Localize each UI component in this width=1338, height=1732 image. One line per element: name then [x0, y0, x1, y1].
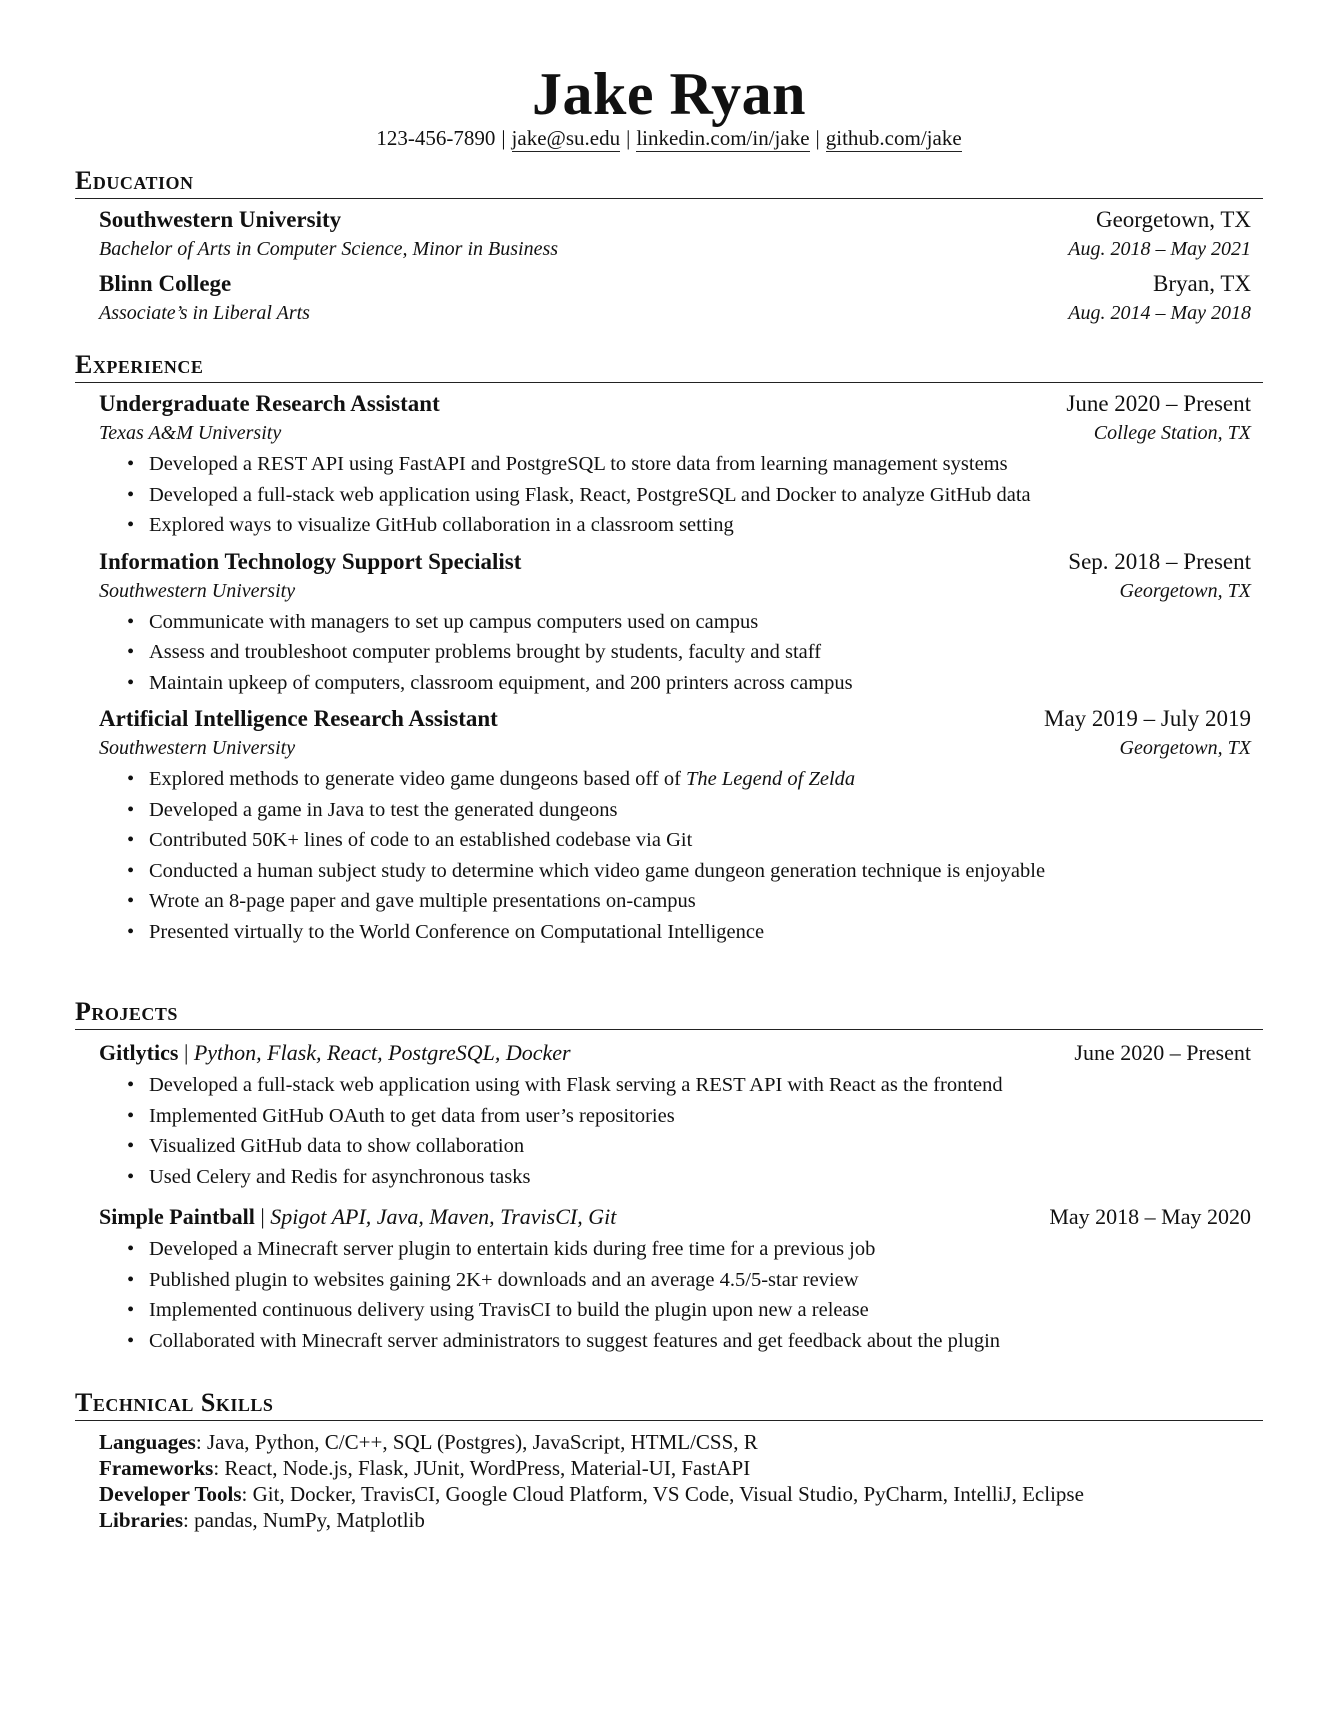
project-separator: | [183, 1040, 189, 1065]
bullet-item [125, 607, 1251, 638]
bullet-icon: • [127, 1329, 135, 1352]
bullet-item [125, 825, 1251, 856]
job-title: Artificial Intelligence Research Assistant [99, 706, 498, 731]
bullet-list [99, 764, 1251, 947]
job-title: Information Technology Support Specialist [99, 548, 522, 574]
bullet-text: Developed a game in Java to test the generated dungeons [149, 798, 618, 821]
bullet-text: Contributed 50K+ lines of code to an established codebase via Git [149, 829, 693, 851]
job-dates: June 2020 – Present [1066, 391, 1251, 416]
bullet-item [125, 795, 1251, 826]
bullet-text: Wrote an 8-page paper and gave multiple presentations on-campus [149, 890, 696, 912]
job-location: Georgetown, TX [1119, 737, 1251, 759]
email-link[interactable]: jake@su.edu [511, 126, 621, 150]
school-name: Blinn College [99, 271, 232, 296]
bullet-text: Implemented GitHub OAuth to get data from user’s repositories [149, 1104, 675, 1127]
bullet-icon: • [127, 483, 135, 506]
skills-label: Developer Tools [99, 1482, 242, 1506]
resume-name: Jake Ryan [531, 61, 807, 127]
bullet-icon: • [127, 798, 135, 821]
skills-value: Git, Docker, TravisCI, Google Cloud Platform, VS Code, Visual Studio, PyCharm, IntelliJ, Eclipse [252, 1482, 1084, 1506]
projects-section [75, 997, 1263, 1356]
bullet-item [125, 1131, 1251, 1162]
contact-separator: | [501, 126, 506, 150]
education-dates: Aug. 2018 – May 2021 [1068, 238, 1251, 260]
degree: Associate’s in Liberal Arts [99, 302, 310, 324]
bullet-text: Developed a Minecraft server plugin to entertain kids during free time for a previous job [149, 1238, 876, 1260]
skills-list [99, 1429, 1263, 1533]
experience-entry [99, 389, 1251, 541]
project-name: Simple Paintball [99, 1204, 255, 1229]
bullet-list [99, 607, 1251, 699]
bullet-text: Used Celery and Redis for asynchronous tasks [149, 1165, 531, 1188]
job-dates: Sep. 2018 – Present [1068, 548, 1251, 574]
bullet-text: Implemented continuous delivery using TravisCI to build the plugin upon new a release [149, 1299, 869, 1321]
skills-section [75, 1388, 1263, 1533]
section-title-projects: Projects [75, 997, 1263, 1030]
section-title-education: Education [75, 166, 1263, 199]
job-title: Undergraduate Research Assistant [99, 391, 440, 416]
linkedin-link[interactable]: linkedin.com/in/jake [636, 126, 810, 150]
bullet-text: Developed a full-stack web application using with Flask serving a REST API with React as the frontend [149, 1074, 1003, 1096]
education-section [75, 166, 1263, 327]
bullet-icon: • [127, 1299, 135, 1321]
employer: Southwestern University [99, 579, 296, 602]
education-dates: Aug. 2014 – May 2018 [1068, 302, 1251, 324]
bullet-item [125, 1070, 1251, 1101]
skills-row: Libraries: pandas, NumPy, Matplotlib [99, 1508, 425, 1532]
school-location: Georgetown, TX [1095, 207, 1251, 232]
bullet-item [125, 1326, 1251, 1357]
bullet-icon: • [127, 453, 135, 475]
bullet-item [125, 1234, 1251, 1265]
bullet-list [99, 1070, 1251, 1192]
bullet-text: Developed a full-stack web application using Flask, React, PostgreSQL and Docker to analyze GitHub data [149, 483, 1031, 506]
section-title-experience: Experience [75, 350, 1263, 383]
bullet-text: Visualized GitHub data to show collaboration [149, 1135, 525, 1157]
skills-value: pandas, NumPy, Matplotlib [194, 1508, 425, 1532]
bullet-icon: • [127, 859, 135, 882]
experience-entry [99, 704, 1251, 947]
bullet-italic-title: The Legend of Zelda [686, 768, 856, 790]
experience-entry [99, 547, 1251, 699]
bullet-icon: • [127, 514, 135, 536]
bullet-item [125, 917, 1251, 948]
bullet-item [125, 637, 1251, 668]
bullet-icon: • [127, 890, 135, 912]
skills-label: Frameworks [99, 1456, 214, 1480]
skills-value: Java, Python, C/C++, SQL (Postgres), JavaScript, HTML/CSS, R [206, 1430, 758, 1454]
bullet-icon: • [127, 920, 135, 943]
skills-label: Libraries [99, 1508, 183, 1532]
bullet-text: Maintain upkeep of computers, classroom equipment, and 200 printers across campus [149, 671, 853, 694]
bullet-text: Explored ways to visualize GitHub collaboration in a classroom setting [149, 514, 734, 536]
skills-row: Frameworks: React, Node.js, Flask, JUnit, WordPress, Material-UI, FastAPI [99, 1456, 751, 1480]
bullet-item [125, 449, 1251, 480]
bullet-icon: • [127, 671, 135, 694]
project-dates: May 2018 – May 2020 [1049, 1204, 1251, 1229]
experience-section [75, 350, 1263, 947]
skills-row: Languages: Java, Python, C/C++, SQL (Postgres), JavaScript, HTML/CSS, R [99, 1430, 758, 1454]
bullet-text: Explored methods to generate video game dungeons based off of [149, 768, 687, 790]
bullet-item [125, 668, 1251, 699]
project-entry [99, 1038, 1251, 1192]
bullet-icon: • [127, 1074, 135, 1096]
bullet-item [125, 856, 1251, 887]
project-tech: Spigot API, Java, Maven, TravisCI, Git [270, 1204, 617, 1229]
bullet-icon: • [127, 1238, 135, 1260]
bullet-icon: • [127, 768, 135, 790]
bullet-item [125, 886, 1251, 917]
job-dates: May 2019 – July 2019 [1044, 706, 1251, 731]
bullet-item [125, 1162, 1251, 1193]
project-tech: Python, Flask, React, PostgreSQL, Docker [193, 1040, 571, 1065]
bullet-icon: • [127, 1268, 135, 1291]
bullet-icon: • [127, 610, 135, 633]
phone-number: 123-456-7890 [376, 126, 496, 150]
bullet-icon: • [127, 641, 135, 663]
job-location: College Station, TX [1093, 422, 1251, 444]
skills-label: Languages [99, 1430, 196, 1454]
bullet-text: Assess and troubleshoot computer problems brought by students, faculty and staff [149, 641, 822, 663]
project-entry [99, 1202, 1251, 1356]
bullet-item [125, 510, 1251, 541]
contact-separator: | [626, 126, 631, 150]
skills-value: React, Node.js, Flask, JUnit, WordPress, Material-UI, FastAPI [224, 1456, 751, 1480]
bullet-item [125, 1101, 1251, 1132]
project-name: Gitlytics [99, 1040, 179, 1065]
contact-line [0, 125, 1338, 151]
school-name: Southwestern University [99, 207, 342, 232]
bullet-item [125, 1265, 1251, 1296]
bullet-text: Communicate with managers to set up campus computers used on campus [149, 610, 759, 633]
bullet-text: Conducted a human subject study to determine which video game dungeon generation technique is enjoyable [149, 859, 1046, 882]
project-heading [99, 1202, 616, 1232]
school-location: Bryan, TX [1153, 271, 1251, 296]
bullet-icon: • [127, 1135, 135, 1157]
employer: Texas A&M University [99, 422, 282, 444]
github-link[interactable]: github.com/jake [825, 126, 962, 150]
skills-row: Developer Tools: Git, Docker, TravisCI, Google Cloud Platform, VS Code, Visual Studio, PyCharm, IntelliJ, Eclipse [99, 1482, 1084, 1506]
project-heading [99, 1038, 571, 1068]
education-entry [99, 205, 1251, 263]
bullet-item [125, 764, 1251, 795]
bullet-icon: • [127, 1165, 135, 1188]
bullet-text: Presented virtually to the World Conference on Computational Intelligence [149, 920, 765, 943]
job-location: Georgetown, TX [1119, 579, 1251, 602]
bullet-text: Published plugin to websites gaining 2K+ downloads and an average 4.5/5-star review [149, 1268, 859, 1291]
project-dates: June 2020 – Present [1074, 1040, 1251, 1065]
education-entry [99, 269, 1251, 327]
bullet-text: Collaborated with Minecraft server administrators to suggest features and get feedback about the plugin [149, 1329, 1001, 1352]
bullet-list [99, 1234, 1251, 1356]
employer: Southwestern University [99, 737, 296, 759]
bullet-item [125, 480, 1251, 511]
degree: Bachelor of Arts in Computer Science, Minor in Business [99, 238, 559, 260]
bullet-text: Developed a REST API using FastAPI and PostgreSQL to store data from learning management systems [149, 453, 1008, 475]
contact-separator: | [815, 126, 820, 150]
bullet-item [125, 1295, 1251, 1326]
bullet-icon: • [127, 1104, 135, 1127]
bullet-icon: • [127, 829, 135, 851]
project-separator: | [260, 1204, 265, 1229]
bullet-list [99, 449, 1251, 541]
section-title-skills: Technical Skills [75, 1388, 1263, 1421]
